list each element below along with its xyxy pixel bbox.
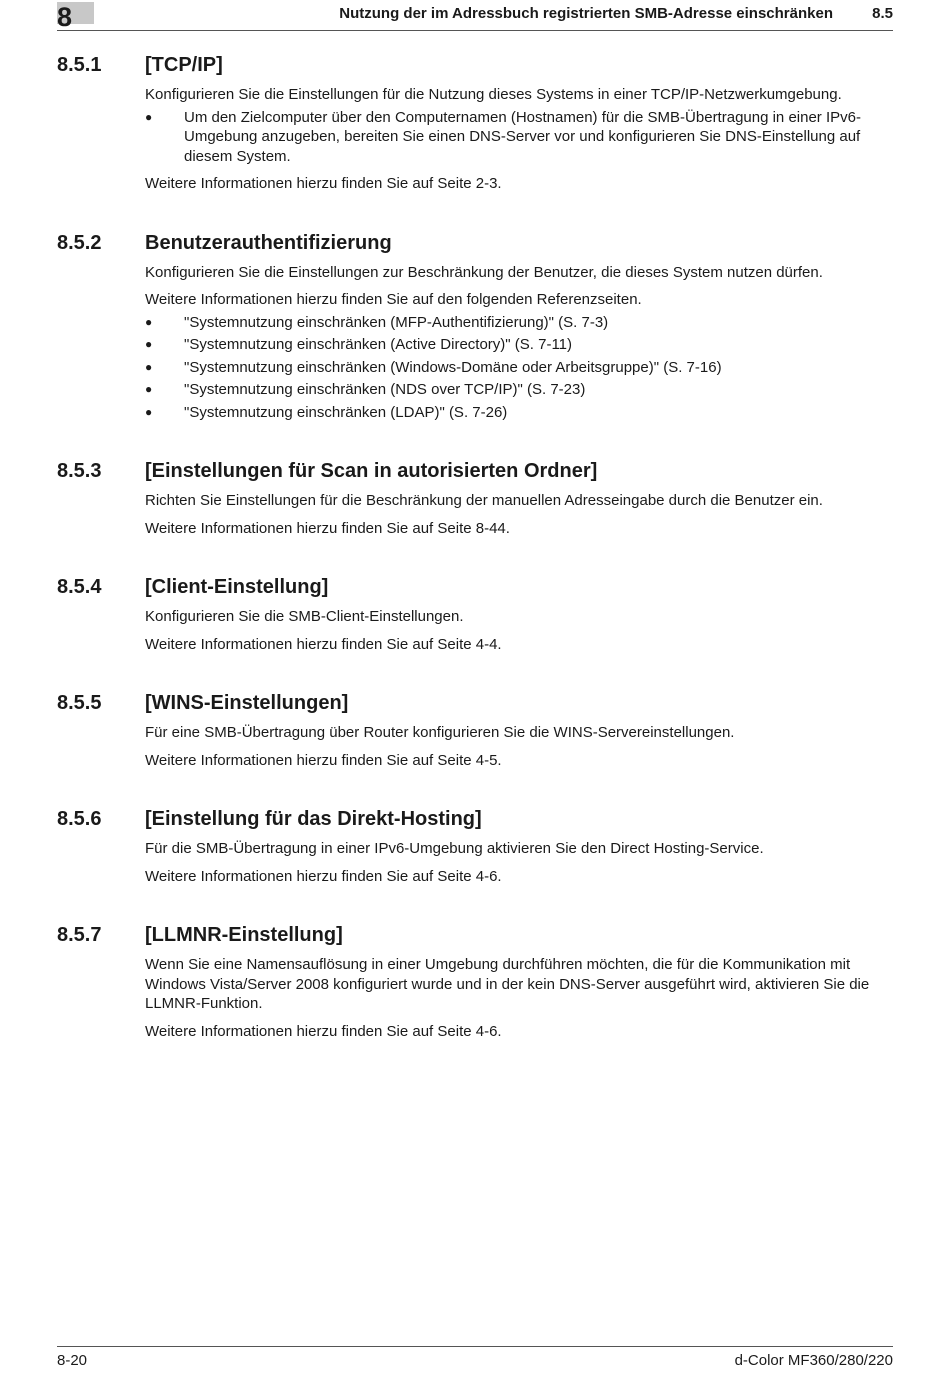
bullet-icon: ●: [145, 337, 153, 351]
section-body: [145, 723, 893, 770]
section-benutzerauthentifizierung: [57, 230, 893, 423]
section-heading: [57, 806, 893, 832]
section-wins-einstellungen: [57, 690, 893, 770]
section-title: [WINS-Einstellungen]: [145, 692, 349, 714]
bullet-icon: ●: [145, 109, 153, 124]
list-item: ● "Systemnutzung einschränken (MFP-Authentifizierung)" (S. 7-3): [145, 313, 609, 331]
bullet-icon: ●: [145, 359, 153, 374]
section-body: [145, 607, 893, 654]
bullet-icon: ●: [145, 404, 153, 419]
section-heading: [57, 922, 893, 948]
list-item: ● "Systemnutzung einschränken (Active Directory)" (S. 7-11): [145, 336, 573, 353]
header-title: Nutzung der im Adressbuch registrierten SMB-Adresse einschränken: [339, 5, 833, 22]
list-item: ● "Systemnutzung einschränken (Windows-Domäne oder Arbeitsgruppe)" (S. 7-16): [145, 358, 722, 376]
section-intro: Konfigurieren Sie die SMB-Client-Einstellungen.: [145, 608, 464, 625]
section-body: [145, 491, 893, 538]
section-body: [145, 839, 893, 886]
header-section-number: 8.5: [872, 5, 893, 22]
chapter-number: 8: [57, 2, 73, 32]
section-body: [145, 85, 893, 194]
reference-link-text: Weitere Informationen hierzu finden Sie auf Seite 4-6.: [145, 1022, 502, 1040]
page-number: 8-20: [57, 1352, 88, 1369]
reference-link-text: Weitere Informationen hierzu finden Sie auf Seite 4-6.: [145, 867, 502, 885]
list-item: ● "Systemnutzung einschränken (NDS over TCP/IP)" (S. 7-23): [145, 381, 586, 398]
page-content: [57, 52, 893, 1077]
reference-link-text: Weitere Informationen hierzu finden Sie auf Seite 4-5.: [145, 751, 502, 769]
section-heading: [57, 458, 893, 484]
section-heading: [57, 52, 893, 78]
section-title: [TCP/IP]: [145, 54, 223, 76]
section-scan-autorisierter-ordner: [57, 458, 893, 538]
bullet-list: [145, 313, 893, 423]
section-intro: Richten Sie Einstellungen für die Beschränkung der manuellen Adresseingabe durch die Benutzer ein.: [145, 492, 823, 509]
section-number: 8.5.4: [57, 576, 102, 598]
section-number: 8.5.7: [57, 924, 102, 946]
section-direkt-hosting: [57, 806, 893, 886]
list-item: ● "Systemnutzung einschränken (LDAP)" (S. 7-26): [145, 403, 508, 421]
section-number: 8.5.1: [57, 54, 102, 76]
reference-link-text: Weitere Informationen hierzu finden Sie auf Seite 4-4.: [145, 635, 502, 653]
section-title: [Client-Einstellung]: [145, 576, 329, 598]
section-llmnr-einstellung: [57, 922, 893, 1041]
reference-link-text: Weitere Informationen hierzu finden Sie auf Seite 8-44.: [145, 519, 510, 537]
section-body: [145, 955, 893, 1041]
reference-intro: Weitere Informationen hierzu finden Sie auf den folgenden Referenzseiten.: [145, 291, 642, 308]
section-number: 8.5.2: [57, 231, 102, 254]
product-name: d-Color MF360/280/220: [734, 1352, 893, 1369]
section-intro: Wenn Sie eine Namensauflösung in einer Umgebung durchführen möchten, die für die Kommunikation mit Windows Vista/Server 2008 konfiguriert wurde und in der kein DNS-Server ausgeführt wird, aktivieren Sie die LLMNR-Funktion.: [145, 956, 870, 1012]
bullet-icon: ●: [145, 314, 153, 329]
section-heading: [57, 690, 893, 716]
section-heading: [57, 230, 893, 256]
section-intro: Konfigurieren Sie die Einstellungen für die Nutzung dieses Systems in einer TCP/IP-Netzwerkumgebung.: [145, 86, 842, 103]
section-number: 8.5.6: [57, 808, 102, 830]
page-footer: [57, 1346, 893, 1369]
section-intro: Für eine SMB-Übertragung über Router konfigurieren Sie die WINS-Servereinstellungen.: [145, 724, 735, 741]
bullet-icon: ●: [145, 382, 153, 396]
page-header: [57, 0, 893, 31]
reference-link-text: Weitere Informationen hierzu finden Sie auf Seite 2-3.: [145, 175, 502, 192]
section-intro: Für die SMB-Übertragung in einer IPv6-Umgebung aktivieren Sie den Direct Hosting-Service.: [145, 840, 764, 857]
section-number: 8.5.5: [57, 692, 102, 714]
section-number: 8.5.3: [57, 460, 102, 482]
section-title: Benutzerauthentifizierung: [145, 231, 392, 254]
section-tcp-ip: [57, 52, 893, 194]
section-title: [LLMNR-Einstellung]: [145, 924, 343, 946]
section-title: [Einstellung für das Direkt-Hosting]: [145, 808, 482, 830]
section-intro: Konfigurieren Sie die Einstellungen zur Beschränkung der Benutzer, die dieses System nutzen dürfen.: [145, 263, 823, 281]
section-title: [Einstellungen für Scan in autorisierten Ordner]: [145, 460, 598, 482]
section-body: [145, 263, 893, 423]
section-heading: [57, 574, 893, 600]
bullet-list: [145, 108, 893, 167]
list-item: ● Um den Zielcomputer über den Computernamen (Hostnamen) für die SMB-Übertragung in einer IPv6-Umgebung anzugeben, bereiten Sie einen DNS-Server vor und konfigurieren Sie DNS-Einstellung auf diesem System.: [145, 108, 861, 165]
section-client-einstellung: [57, 574, 893, 654]
